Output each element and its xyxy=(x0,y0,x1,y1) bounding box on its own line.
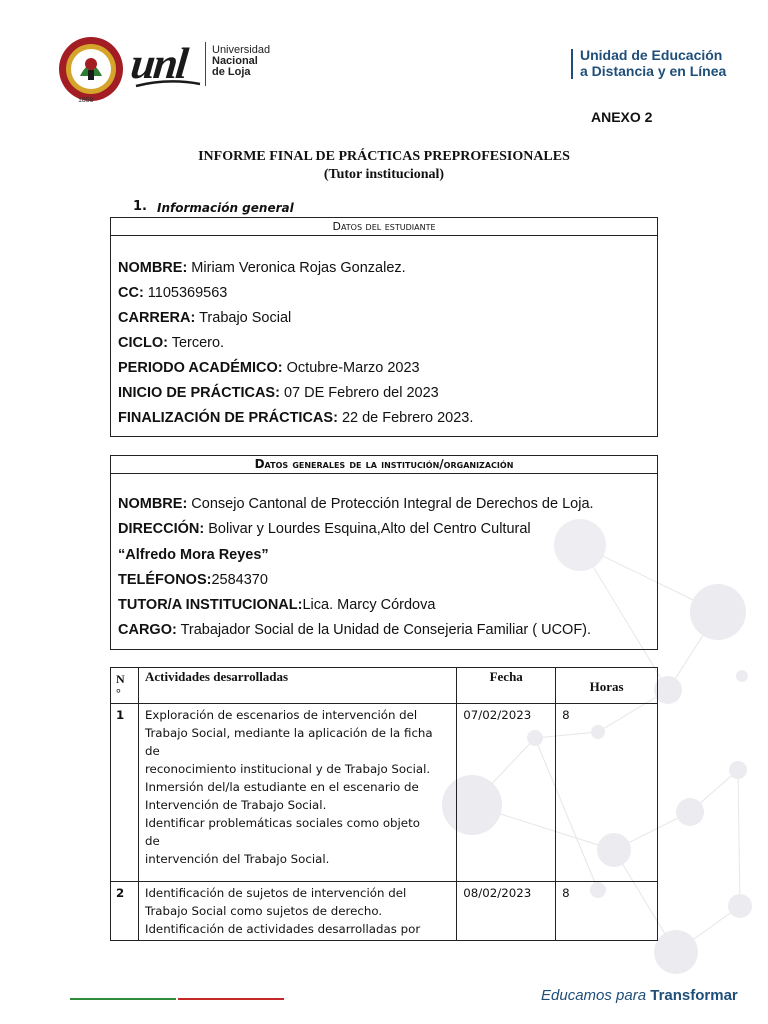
university-seal-logo xyxy=(58,36,124,102)
field-label: CARGO: xyxy=(118,622,177,638)
institution-data-box xyxy=(110,455,658,650)
activity-line: de xyxy=(144,744,160,758)
student-data-box xyxy=(110,217,658,437)
student-field-career xyxy=(118,310,291,326)
row-number: 2 xyxy=(111,882,139,941)
header-number-label: N xyxy=(116,672,125,686)
activity-line: Trabajo Social como sujetos de derecho. xyxy=(144,904,383,918)
row-number: 1 xyxy=(111,704,139,882)
header-number xyxy=(111,668,139,704)
row-date: 07/02/2023 xyxy=(457,704,556,882)
seal-year: 1859 xyxy=(78,97,94,104)
student-field-cycle xyxy=(118,335,224,351)
student-field-cc xyxy=(118,285,227,301)
institution-field-phones xyxy=(118,572,268,588)
field-label: INICIO DE PRÁCTICAS: xyxy=(118,385,280,401)
unit-name xyxy=(580,47,726,79)
row-activity xyxy=(138,882,456,941)
field-value: Lica. Marcy Córdova xyxy=(302,597,436,613)
table-row xyxy=(111,882,658,941)
footer-slogan-bold: Transformar xyxy=(650,987,738,1004)
table-header-row xyxy=(111,668,658,704)
activity-line: Exploración de escenarios de intervención del xyxy=(144,708,418,722)
header-hours: Horas xyxy=(556,668,658,704)
row-date: 08/02/2023 xyxy=(457,882,556,941)
field-label: TUTOR/A INSTITUCIONAL: xyxy=(118,597,303,613)
row-hours: 8 xyxy=(556,704,658,882)
section-title: Información general xyxy=(157,201,294,215)
institution-field-address xyxy=(118,521,531,537)
header-number-suffix: ° xyxy=(116,686,121,700)
university-name-line-3: de Loja xyxy=(212,66,251,78)
row-activity xyxy=(138,704,456,882)
logo-divider xyxy=(205,42,206,86)
activity-line: intervención del Trabajo Social. xyxy=(144,852,330,866)
annex-label: ANEXO 2 xyxy=(591,109,653,125)
document-title: INFORME FINAL DE PRÁCTICAS PREPROFESIONALES xyxy=(198,149,570,164)
document-subtitle: (Tutor institucional) xyxy=(323,167,445,182)
section-number: 1. xyxy=(133,199,147,214)
institution-data-heading: Datos generales de la institución/organización xyxy=(111,456,657,474)
footer-slogan xyxy=(541,987,738,1004)
field-value: 2584370 xyxy=(211,572,268,588)
activity-line: Identificación de actividades desarrolladas por xyxy=(144,922,421,936)
unl-logo-text: unl xyxy=(128,39,189,88)
field-label: FINALIZACIÓN DE PRÁCTICAS: xyxy=(118,410,338,426)
student-data-heading: Datos del estudiante xyxy=(111,218,657,236)
student-field-period xyxy=(118,360,420,376)
field-value: Trabajador Social de la Unidad de Consejeria Familiar ( UCOF). xyxy=(176,622,592,638)
activity-line: Inmersión del/la estudiante en el escenario de xyxy=(144,780,419,794)
footer-line-green xyxy=(70,998,176,1000)
header-activities: Actividades desarrolladas xyxy=(138,668,456,704)
row-hours: 8 xyxy=(556,882,658,941)
field-value: Tercero. xyxy=(167,335,225,351)
field-value: Trabajo Social xyxy=(195,310,292,326)
field-value: Consejo Cantonal de Protección Integral de Derechos de Loja. xyxy=(187,496,594,512)
unit-logo-bar xyxy=(571,49,573,79)
activity-line: Trabajo Social, mediante la aplicación de la ficha xyxy=(144,726,433,740)
institution-field-name xyxy=(118,496,594,512)
university-name-line-2: Nacional xyxy=(212,55,258,67)
university-name xyxy=(212,45,270,78)
header-date: Fecha xyxy=(457,668,556,704)
field-label: CICLO: xyxy=(118,335,168,351)
field-value: Bolivar y Lourdes Esquina,Alto del Centro Cultural xyxy=(204,521,531,537)
field-label: TELÉFONOS: xyxy=(118,572,212,588)
field-value: 07 DE Febrero del 2023 xyxy=(279,385,439,401)
activity-line: Identificar problemáticas sociales como objeto xyxy=(144,816,420,830)
field-label: NOMBRE: xyxy=(118,260,188,276)
field-value: Octubre-Marzo 2023 xyxy=(282,360,420,376)
student-field-name xyxy=(118,260,406,276)
field-label: CC: xyxy=(118,285,144,301)
student-field-end xyxy=(118,410,473,426)
activity-line: reconocimiento institucional y de Trabajo Social. xyxy=(144,762,431,776)
institution-field-role xyxy=(118,622,591,638)
activity-line: de xyxy=(144,834,160,848)
student-field-start xyxy=(118,385,439,401)
university-name-line-1: Universidad xyxy=(212,44,271,56)
field-value: 22 de Febrero 2023. xyxy=(337,410,474,426)
table-row xyxy=(111,704,658,882)
activity-line: Intervención de Trabajo Social. xyxy=(144,798,327,812)
unit-name-line-1: Unidad de Educación xyxy=(580,47,723,63)
unl-swoosh-icon xyxy=(134,80,202,88)
institution-field-address-cont xyxy=(118,547,269,563)
field-label: DIRECCIÓN: xyxy=(118,521,205,537)
field-label: CARRERA: xyxy=(118,310,196,326)
institution-field-tutor xyxy=(118,597,435,613)
field-label: “Alfredo Mora Reyes” xyxy=(118,547,269,563)
unit-name-line-2: a Distancia y en Línea xyxy=(580,63,727,79)
footer-line-red xyxy=(178,998,284,1000)
activities-table xyxy=(110,667,658,941)
field-value: 1105369563 xyxy=(143,285,228,301)
field-value: Miriam Veronica Rojas Gonzalez. xyxy=(187,260,406,276)
field-label: PERIODO ACADÉMICO: xyxy=(118,360,283,376)
footer-slogan-italic: Educamos para xyxy=(541,987,651,1004)
field-label: NOMBRE: xyxy=(118,496,188,512)
activity-line: Identificación de sujetos de intervención del xyxy=(144,886,407,900)
